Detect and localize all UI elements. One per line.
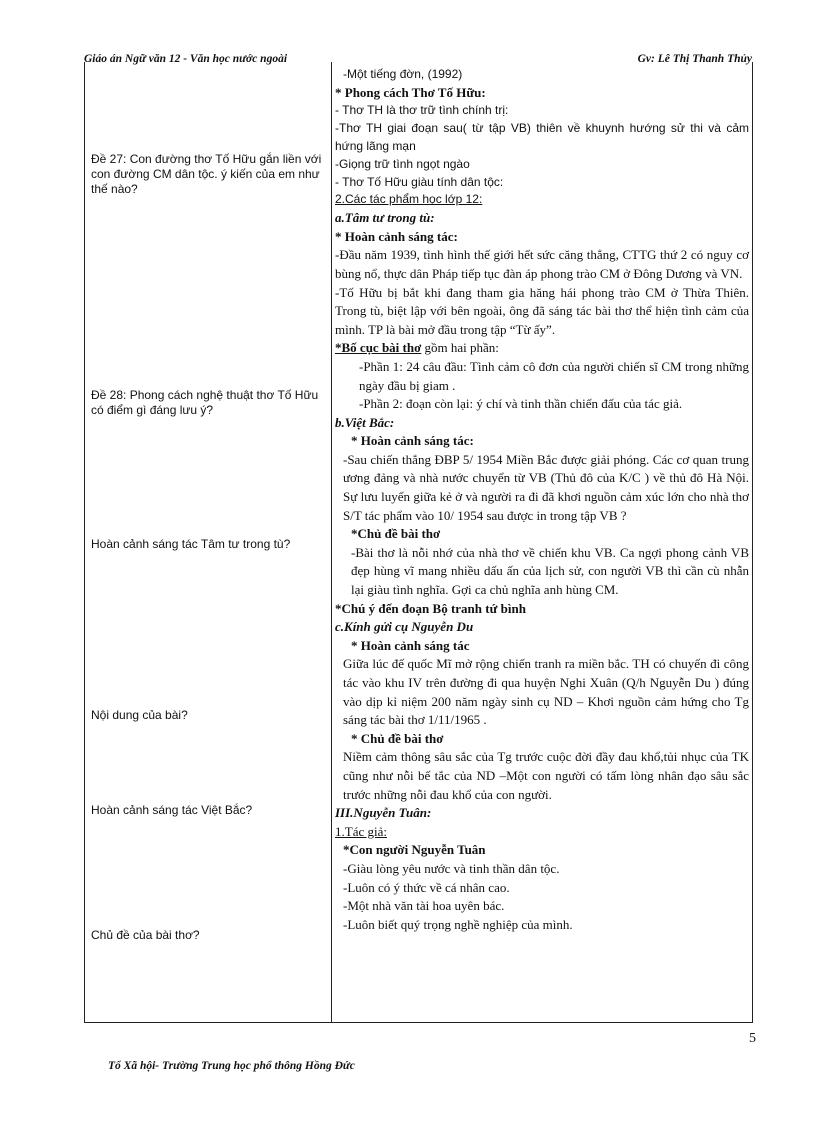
content-line: -Luôn có ý thức về cá nhân cao. — [343, 879, 510, 895]
content-line: -Một tiếng đờn, (1992) — [343, 67, 463, 81]
content-paragraph: -Đầu năm 1939, tình hình thế giới hết sức căng thẳng, CTTG thứ 2 có nguy cơ bùng nổ, thực dân Pháp tiếp tục đàn áp phong trào CM ở Đông Dương và VN. — [335, 247, 749, 281]
section-heading: *Bố cục bài thơ — [335, 340, 422, 356]
section-heading: * Hoàn cảnh sáng tác: — [351, 433, 474, 449]
content-line: -Thơ TH giai đoạn sau( từ tập VB) thiên về khuynh hướng sử thi và cảm hứng lãng mạn — [335, 121, 749, 153]
section-heading: * Chủ đề bài thơ — [351, 730, 444, 746]
content-line: - Thơ TH là thơ trữ tình chính trị: — [335, 103, 509, 118]
content-paragraph: Niềm cảm thông sâu sắc của Tg trước cuộc đời đầy đau khổ,tủi nhục của TK cũng như nỗi bế tắc của ND –Một con người có tấm lòng nhân đạo sâu sắc trước những nỗi đau khổ của con người. — [343, 749, 749, 802]
section-heading: * Hoàn cảnh sáng tác — [351, 637, 470, 653]
header-right: Gv: Lê Thị Thanh Thủy — [637, 53, 752, 65]
content-line: -Phần 2: đoạn còn lại: ý chí và tinh thần chiến đấu của tác giả. — [359, 396, 683, 412]
section-heading: a.Tâm tư trong tù: — [335, 210, 435, 226]
header-left: Giáo án Ngữ văn 12 - Văn học nước ngoài — [84, 53, 288, 65]
section-heading: *Chủ đề bài thơ — [351, 526, 441, 542]
column-divider — [331, 62, 332, 1022]
content-paragraph: -Sau chiến thắng ĐBP 5/ 1954 Miền Bắc được giải phóng. Các cơ quan trung ương đảng và nhà nước chuyển từ VB (Thủ đô của K/C ) về thủ đô Hà Nội. Sự lưu luyến giữa kẻ ở và người ra đi đã khơi nguồn cảm xúc lớn cho nhà thơ S/T tác phẩm vào 10/ 1954 sau được in trong tập VB ? — [343, 451, 749, 523]
section-heading: III.Nguyễn Tuân: — [335, 805, 432, 821]
content-line: - Thơ Tố Hữu giàu tính dân tộc: — [335, 174, 504, 189]
question-viet-bac-context: Hoàn cảnh sáng tác Việt Bắc? — [91, 803, 253, 817]
footer: Tổ Xã hội- Trường Trung học phổ thông Hồng Đức — [108, 1060, 355, 1072]
content-line: -Luôn biết quý trọng nghề nghiệp của mình. — [343, 916, 573, 932]
question-theme: Chủ đề của bài thơ? — [91, 928, 200, 942]
section-heading: * Phong cách Thơ Tố Hữu: — [335, 84, 486, 100]
question-28: Đề 28: Phong cách nghệ thuật thơ Tố Hữu có điểm gì đáng lưu ý? — [91, 388, 319, 417]
question-27: Đề 27: Con đường thơ Tố Hữu gắn liền với con đường CM dân tộc. ý kiến của em như thế nào? — [91, 152, 322, 196]
section-heading: *Con người Nguyễn Tuân — [343, 842, 486, 858]
section-heading: * Hoàn cảnh sáng tác: — [335, 228, 458, 244]
section-heading: 1.Tác giả: — [335, 823, 387, 839]
section-heading: 2.Các tác phẩm học lớp 12: — [335, 192, 483, 207]
page-number: 5 — [749, 1031, 756, 1046]
content-line: -Một nhà văn tài hoa uyên bác. — [343, 898, 505, 914]
answer-column — [335, 66, 749, 934]
content-line: -Giàu lòng yêu nước và tinh thần dân tộc. — [343, 860, 560, 876]
content-line: gồm hai phần: — [421, 340, 499, 356]
content-line: -Giọng trữ tình ngọt ngào — [335, 156, 470, 171]
content-paragraph: -Bài thơ là nỗi nhớ của nhà thơ về chiến khu VB. Ca ngợi phong cảnh VB đẹp hùng vĩ mang nhiều dấu ấn của lịch sử, con người VB thì cần cù nhẫn lại giàu tình nghĩa. Gợi ca chủ nghĩa anh hùng CM. — [351, 544, 749, 598]
section-heading: b.Việt Bắc: — [335, 414, 395, 430]
question-content: Nội dung của bài? — [91, 708, 188, 722]
question-tam-tu-context: Hoàn cảnh sáng tác Tâm tư trong tù? — [91, 537, 291, 551]
section-heading: *Chú ý đến đoạn Bộ tranh tứ bình — [335, 600, 526, 616]
content-paragraph: -Phần 1: 24 câu đầu: Tình cảm cô đơn của người chiến sĩ CM trong những ngày đầu bị giam . — [359, 358, 749, 393]
section-heading: c.Kính gửi cụ Nguyễn Du — [335, 619, 474, 635]
content-paragraph: -Tố Hữu bị bắt khi đang tham gia hăng hái phong trào CM ở Thừa Thiên. Trong tù, biệt lập với bên ngoài, ông đã sáng tác bài thơ thể hiện tình cảm của mình. TP là bài mở đầu trong tập “Từ ấy”. — [335, 284, 749, 337]
content-paragraph: Giữa lúc đế quốc Mĩ mở rộng chiến tranh ra miền bắc. TH có chuyến đi công tác vào khu IV trên đường đi qua huyện Nghi Xuân (Q/h Nguyễn Du ) đúng vào dịp kỉ niệm 200 năm ngày sinh cụ ND – Khơi nguồn cảm hứng cho Tg sáng tác bài thơ 1/11/1965 . — [343, 656, 749, 728]
